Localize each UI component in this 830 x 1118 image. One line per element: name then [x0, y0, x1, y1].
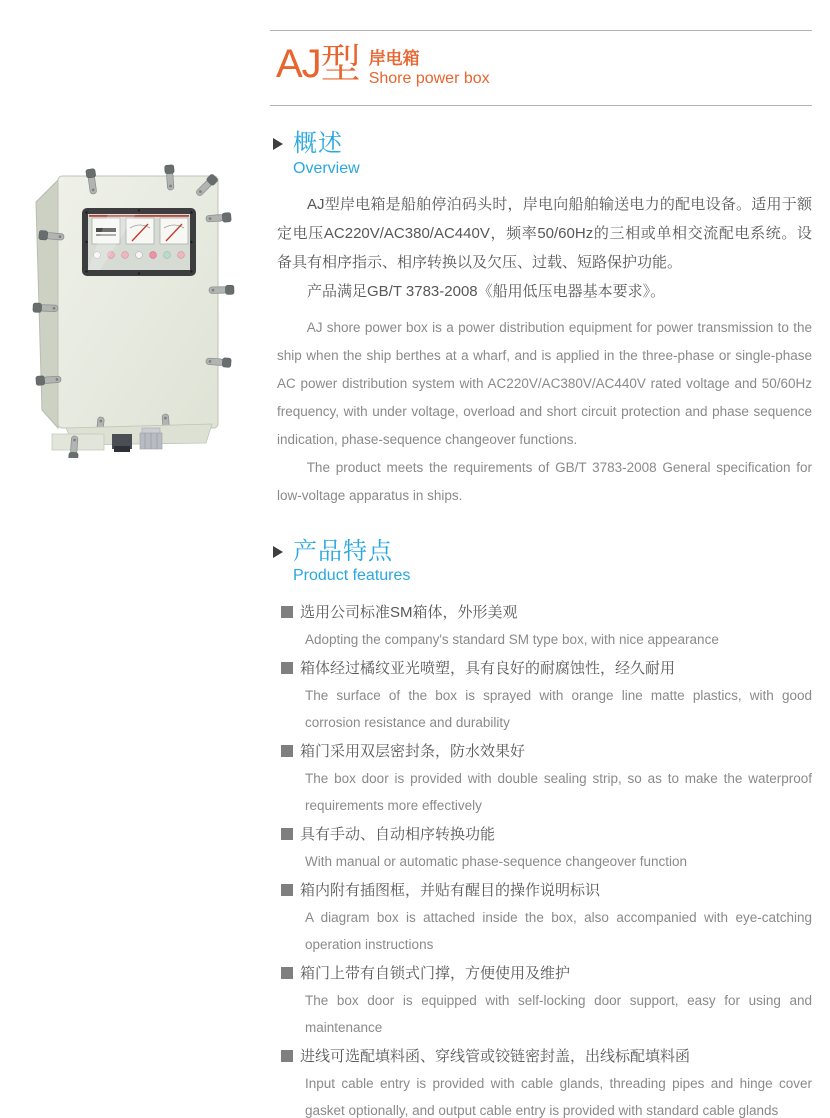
feature-heading [281, 960, 812, 987]
feature-item [281, 655, 812, 736]
overview-title-cn: 概述 [293, 130, 343, 158]
feature-item [281, 821, 812, 875]
feature-heading [281, 738, 812, 765]
feature-bullet-icon [281, 884, 293, 896]
product-photo [8, 138, 258, 458]
product-names [369, 45, 490, 88]
feature-text-en: A diagram box is attached inside the box, also accompanied with eye-catching operation instructions [305, 909, 812, 952]
feature-bullet-icon [281, 967, 293, 979]
feature-item [281, 877, 812, 958]
feature-item [281, 960, 812, 1041]
feature-text-cn: 具有手动、自动相序转换功能 [300, 825, 496, 843]
feature-text-cn: 箱门上带有自锁式门撑，方便使用及维护 [300, 964, 571, 982]
features-title-cn: 产品特点 [293, 537, 393, 565]
feature-text-cn: 箱内附有插图框，并贴有醒目的操作说明标识 [300, 881, 601, 899]
feature-text-cn: 箱门采用双层密封条，防水效果好 [300, 742, 526, 760]
feature-text-cn: 进线可选配填料函、穿线管或铰链密封盖，出线标配填料函 [300, 1047, 691, 1065]
cable-gland-icon [112, 434, 132, 452]
feature-text-en: The surface of the box is sprayed with orange line matte plastics, with good corrosion resistance and durability [305, 687, 812, 730]
product-name-en: Shore power box [368, 70, 490, 88]
box-window [82, 208, 196, 276]
feature-text-en: Input cable entry is provided with cable glands, threading pipes and hinge cover gasket optionally, and output cable entry is provided with standard cable glands [305, 1075, 812, 1118]
feature-bullet-icon [281, 662, 293, 674]
feature-heading [281, 655, 812, 682]
product-name-cn: 岸电箱 [368, 49, 420, 68]
title-divider [270, 105, 812, 106]
features-title-en: Product features [293, 566, 411, 584]
overview-header [270, 130, 812, 179]
feature-item [281, 738, 812, 819]
features-header [270, 538, 812, 587]
feature-heading [281, 599, 812, 626]
cable-gland-icon [140, 428, 162, 449]
feature-heading [281, 877, 812, 904]
feature-bullet-icon [281, 1050, 293, 1062]
analog-meter-icon [160, 218, 188, 244]
feature-bullet-icon [281, 828, 293, 840]
model-code: AJ型 [276, 42, 360, 86]
feature-text-en: With manual or automatic phase-sequence changeover function [305, 853, 687, 869]
overview-paragraph-cn-2: 产品满足GB/T 3783-2008《船用低压电器基本要求》。 [307, 282, 666, 300]
feature-text-cn: 箱体经过橘纹亚光喷塑，具有良好的耐腐蚀性，经久耐用 [300, 659, 676, 677]
feature-item [281, 599, 812, 653]
overview-paragraph-en-2: The product meets the requirements of GB/T 3783-2008 General specification for low-voltage apparatus in ships. [277, 459, 812, 503]
section-arrow-icon [273, 138, 283, 150]
overview-paragraph-en-1: AJ shore power box is a power distribution equipment for power transmission to the ship when the ship berthes at a wharf, and is applied in the three-phase or single-phase AC power distribution system with AC220V/AC380V/AC440V rated voltage and 50/60Hz frequency, with under voltage, overload and short circuit protection and phase sequence indication, phase-sequence changeover functions. [277, 319, 812, 447]
overview-paragraph-cn-1: AJ型岸电箱是船舶停泊码头时，岸电向船舶输送电力的配电设备。适用于额定电压AC220V/AC380/AC440V，频率50/60Hz的三相或单相交流配电系统。设备具有相序指示、相序转换以及欠压、过载、短路保护功能。 [277, 195, 812, 271]
page-title [270, 31, 812, 105]
overview-title-en: Overview [293, 159, 360, 177]
feature-bullet-icon [281, 745, 293, 757]
feature-text-en: Adopting the company's standard SM type box, with nice appearance [305, 631, 719, 647]
features-section [270, 538, 812, 1118]
feature-heading [281, 1043, 812, 1070]
feature-item [281, 1043, 812, 1118]
feature-bullet-icon [281, 606, 293, 618]
feature-list [270, 599, 812, 1118]
feature-heading [281, 821, 812, 848]
overview-section [270, 130, 812, 509]
content-column [270, 0, 812, 1118]
section-arrow-icon [273, 546, 283, 558]
box-bottom-step [52, 434, 104, 450]
feature-text-cn: 选用公司标准SM箱体，外形美观 [300, 603, 518, 621]
feature-text-en: The box door is provided with double sealing strip, so as to make the waterproof requirements more effectively [305, 770, 812, 813]
feature-text-en: The box door is equipped with self-locking door support, easy for using and maintenance [305, 992, 812, 1035]
